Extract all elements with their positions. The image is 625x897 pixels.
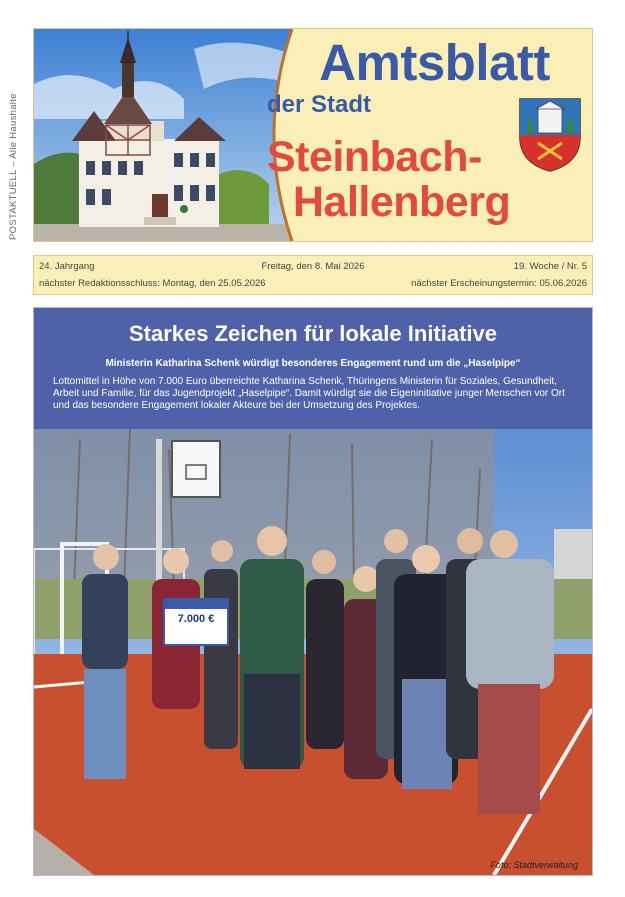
cover-article xyxy=(33,307,593,876)
town-name-line1: Steinbach- xyxy=(267,133,482,181)
volume-label: 24. Jahrgang xyxy=(39,261,95,272)
issue-date: Freitag, den 8. Mai 2026 xyxy=(261,261,365,272)
article-lead: Lottomittel in Höhe von 7.000 Euro überreichte Katharina Schenk, Thüringens Ministerin für Soziales, Gesundheit, Arbeit und Familie, für das Jugendprojekt „Haselpipe“. Damit würdigt sie die Eigeninitiative junger Menschen vor Ort und das besondere Engagement lokaler Akteure bei der Umsetzung des Projektes. xyxy=(53,376,565,411)
headline-box xyxy=(34,308,592,429)
masthead-title: Amtsblatt xyxy=(319,34,550,91)
issue-number: 19. Woche / Nr. 5 xyxy=(513,261,587,272)
masthead xyxy=(33,28,593,242)
masthead-subtitle: der Stadt xyxy=(267,91,372,118)
next-issue-date: nächster Erscheinungstermin: 05.06.2026 xyxy=(411,278,587,289)
issue-info-bar xyxy=(33,255,593,295)
photo-credit: Foto: Stadtverwaltung xyxy=(490,860,578,870)
article-headline: Starkes Zeichen für lokale Initiative xyxy=(128,321,498,346)
coat-of-arms-icon xyxy=(518,97,582,173)
town-name-line2: Hallenberg xyxy=(293,178,511,226)
cheque-amount: 7.000 € xyxy=(177,613,215,625)
editorial-deadline: nächster Redaktionsschluss: Montag, den 25.05.2026 xyxy=(39,278,266,289)
article-subhead: Ministerin Katharina Schenk würdigt besonderes Engagement rund um die „Haselpipe“ xyxy=(105,358,521,369)
group-photo xyxy=(34,429,592,875)
distribution-label: POSTAKTUELL – Alle Haushalte xyxy=(8,93,19,240)
